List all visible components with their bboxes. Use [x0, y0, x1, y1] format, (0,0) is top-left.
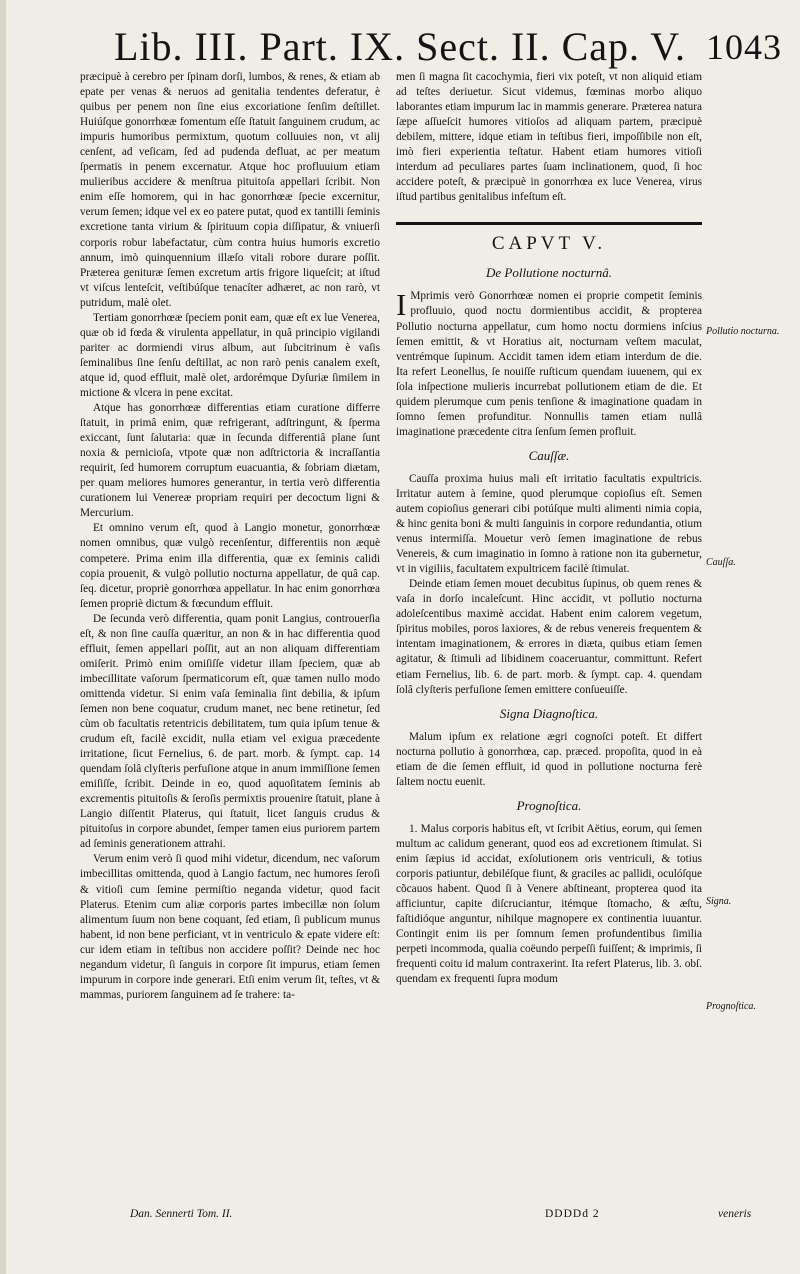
paragraph: præcipuè à cerebro per ſpinam dorſi, lumbos, & renes, & etiam ab epate per venas & neruos ad genitalia tendentes deferatur, è quibus per penem non ſine eius excoriatione ſenſim deſtillet. Huiúſque gonorrhœæ fomentum eſſe ſtatuit ſanguinem crudum, ac impuris humoribus permixtum, quotum colluuies non, vt alij cenſent, ad veſicam, ſed ad pudenda defluat, ac per meatum ſpermatis in penem excernatur. Atque hoc profluuium etiam mulieribus accidere & menſtrua pituitoſa appellari ſcribit. Non enim eſſe homorem, qui in hac gonorrhœæ ſpecie excernitur, verum ſemen; idque vel ex eo patere putat, quod ex tantilli ſeminis excretione tanta virium & ſpirituum copia diſſipatur, & vniuerſi corporis robur labefactatur, cùm contra huius humoris excretio annum, imò quinquennium illæſo vitali robore durare poſſit. Præterea genituræ ſemen excretum artis frigore liqueſcit; at iſtud vt viſcus lenteſcit, veſtibúſque tenacíter adhæret, ac non rarò, vt putridum, malè olet.	[80, 71, 380, 309]
paragraph-text: Mprimis verò Gonorrhœæ nomen ei proprie competit ſeminis profluuio, quod noctu dormientibus accidit, & propterea Pollutio nocturna appellatur, cum homo noctu dormiens inſcius ſemen emittit, & vt Horatius ait, nocturnam veſtem maculat, ventrémque ſupinum. Accidit tamen idem etiam interdum de die. Ita refert Leonellus, ſe nouiſſe ruſticum quendam iuuenem, qui ex ſola inſpectione mulieris incurrebat pollutionem etiam de die. Et quidem plerumque cum penis tenſione & imaginatione quadam in ſomno ſemen profunditur. Nonnullis tamen etiam nullâ imaginatione præcedente citra ſenſum ſemen profluit.	[396, 290, 702, 438]
paragraph: Atque has gonorrhœæ differentias etiam curatione differre ſtatuit, in primâ enim, quæ refrigerant, adſtringunt, & ſperma exiccant, ſunt ſalutaria: quæ in ſecunda differentiâ plane ſunt noxia & pernicioſa, vtpote quæ non adſtrictoria & incraſſantia requirit, ſed humorem corruptum euacuantia, & ſobriam diætam, per quam meliores humores generantur, in tertia verò differentia curationem lui Venereæ propriam requiri per decoctum ligni & Mercurium.	[80, 402, 380, 520]
chapter-rule	[396, 222, 702, 225]
right-column	[396, 70, 702, 987]
footer-author: Dan. Sennerti Tom. II.	[130, 1208, 233, 1220]
drop-cap: I	[396, 287, 407, 323]
section-heading-signa: Signa Diagnoſtica.	[499, 705, 599, 721]
paragraph: Malum ipſum ex relatione ægri cognoſci poteſt. Et differt nocturna pollutio à gonorrhœa, cap. præced. propoſita, quod in eà etiam de die ſemen effluit, id quod in pollutione nocturna ferè ſaltem noctu euenit.	[396, 730, 702, 788]
section-heading-prognostica: Prognoſtica.	[516, 797, 582, 813]
margin-note-signa: Signa.	[706, 896, 732, 907]
paragraph: Deinde etiam ſemen mouet decubitus ſupinus, ob quem renes & vaſa in dorſo incaleſcunt. Hinc accidit, vt pollutio nocturna adoleſcentibus maximè accidat. Habent enim calorem vegetum, ſpiritus mobiles, poros laxiores, & de rebus venereis frequentem & intentam imaginationem, & errores in diæta, quibus etiam ſemen agitatur, & ſtimuli ad libidinem coaceruantur, committunt. Refert etiam Fernelius, lib. 6. de part. morb. & ſympt. cap. 4. quendam ſolâ clyſteris perfuſione ſemen emittere conſueuiſſe.	[396, 578, 702, 696]
section-heading-causae: Cauſſæ.	[528, 447, 570, 463]
page-number: 1043	[706, 27, 782, 67]
margin-note-caussa: Cauſſa.	[706, 557, 736, 568]
paragraph: Et omnino verum eſt, quod à Langio monetur, gonorrhœæ nomen omnibus, quæ vulgò recenſentur, differentiis non æquè competere. Prima enim illa differentia, quæ ex ſeminis calidi copia prouenit, & vulgò pollutio nocturna appellatur, de quâ cap. ſeq. dicetur, propriè gonorrhœa appellatur. In hac enim gonorrhœa ſemen propriè dictum & fœcundum effluit.	[80, 522, 380, 610]
footer-signature: DDDDd 2	[545, 1208, 600, 1220]
running-title: Lib. III. Part. IX. Sect. II. Cap. V.	[113, 24, 687, 69]
paragraph: 1. Malus corporis habitus eſt, vt ſcribit Aëtius, eorum, qui ſemen multum ac calidum generant, quod eos ad excretionem ſtimulat. Si enim ſæpius id accidat, exſolutionem oris ventriculi, & totius corporis patiuntur, debiléſque fiunt, & graciles ac pallidi, oculóſque cõcauos habent. Quod ſi à Venere abſtineant, propterea quod ita afficiuntur, capite diſcruciantur, itémque ſtomacho, & æſtu, faſtidióque anguntur, nihilque magnopere ex continentia iuuantur. Contingit enim iis per ſomnum ſemen profundentibus ſimilia perpeti incommoda, qualia coëundo perpeſſi fuiſſent; & imprimis, ſi frequenti coitu id malum contraxerint. Ita refert Platerus, lib. 3. obſ. quendam ex frequenti ſupra modum	[396, 822, 702, 986]
paragraph: men ſi magna ſit cacochymia, fieri vix poteſt, vt non aliquid etiam ad teſtes deriuetur. Sicut videmus, fœminas morbo aliquo laborantes etiam impurum lac in mammis generare. Præterea natura ſæpe aſſueſcit humores vitioſos ad aliquam partem, præcipuè debilem, mittere, idque etiam in teſtibus fieri, impoſſibile non eſt, imò fieri experientia teſtatur. Habent etiam humores vitioſi interdum ad peculiares partes ſuam inclinationem, quod, ſi hoc accidere poteſt, & præcipuè in gonorrhœa ex luce Venerea, virus iſtud partibus genitalibus infeſtum eſt.	[396, 71, 702, 204]
paragraph	[396, 289, 702, 439]
paragraph: Tertiam gonorrhœæ ſpeciem ponit eam, quæ eſt ex lue Venerea, quæ ob id fœda & virulenta appellatur, in quâ principio vigilandi pariter ac dormiendi virus album, aut ſubcitrinum è vaſis ſeminalibus ſine ſenſu deſtillat, ac non rarò penis canalem exeſt, atque id, quod effluit, malè olet, ardorémque Dyſuriæ ſimilem in mictione & vlcera in pene excitat.	[80, 311, 380, 399]
paragraph: De ſecunda verò differentia, quam ponit Langius, controuerſia eſt, & non ſine cauſſa quæritur, an non & in hac differentia quod effluit, ſemen appellari poſſit, aut an non aliquam differentiam omiſerit. Primò enim omiſiſſe videtur illam ſpeciem, quæ ab imbecillitate vaſorum ſpermaticorum eſt, quæ tamen nullo modo omittenda videtur. Si enim vaſa ſeminalia ſint debilia, & ipſum ſemen non bene coquatur, crudum manet, nec bene retinetur, ſed cùm ob facultatis retentricis debilitatem, tum quia ipſum tenue & crudum eſt, facilè excidit, nulla etiam vel exigua præcedente irritatione, ſicut Fernelius, 6. de part. morb. & ſympt. cap. 14 quendam ſolâ clyſteris perfuſione atque in anum immiſſione ſemen emiſiſſe, ſcribit. Deinde in eo, quod aquoſitatem ſeminis ab excrementis pituitoſis & ſeroſis permixtis prouenire ſtatuit, plane à Langio diſſentit Platerus, qui ſtatuit, licet ſanguis crudus & pituitoſus in corpore abundet, ſemper tamen eius puriorem partem ad ſeminis generationem attrahi.	[80, 612, 380, 851]
chapter-heading: CAPVT V.	[491, 233, 607, 255]
chapter-title: De Pollutione nocturnâ.	[485, 265, 612, 281]
scan-edge	[0, 0, 6, 1274]
margin-note-pollutio: Pollutio nocturna.	[706, 326, 780, 337]
paragraph: Cauſſa proxima huius mali eſt irritatio facultatis expultricis. Irritatur autem à ſemine, quod plerumque copioſius eſt. Semen autem copioſius generari cibi potúſque multi alimenti nimia copia, & hinc genita boni & multi ſanguinis in corpore redundantia, otium venus intermiſſa. Mouetur verò ſemen imaginatione de rebus Venereis, & cum imaginatio in ſomno à ratione non ita gubernetur, vt in vigiliis, facultatem expultricem facilè ſtimulat.	[396, 472, 702, 576]
running-header	[0, 22, 800, 72]
footer-catchword: veneris	[718, 1208, 752, 1220]
paragraph: Verum enim verò ſi quod mihi videtur, dicendum, nec vaſorum imbecillitas omittenda, quod à Langio factum, nec humores ſeroſi & vitioſi cum ſemine permiſtio neganda videtur, quod facit Platerus. Etenim cum aliæ corporis partes imbecillæ non ſolum alimentum ſuum non bene coquant, ſed etiam, ſi publicum munus habent, id non bene perficiant, vt in ventriculo & epate videre eſt: cur idem etiam in teſtibus non accidere poſſit? Deinde nec hoc negandum videtur, ſi ſanguis in corpore ſit impurus, etiam ſemen impurum in corpore inde generari. Etſi enim verum ſit, teſtes, vt & mammas, puriorem ſanguinem ad ſe trahere: ta-	[80, 853, 380, 1001]
left-column	[80, 70, 380, 1003]
margin-note-prognostica: Prognoſtica.	[706, 1001, 756, 1012]
